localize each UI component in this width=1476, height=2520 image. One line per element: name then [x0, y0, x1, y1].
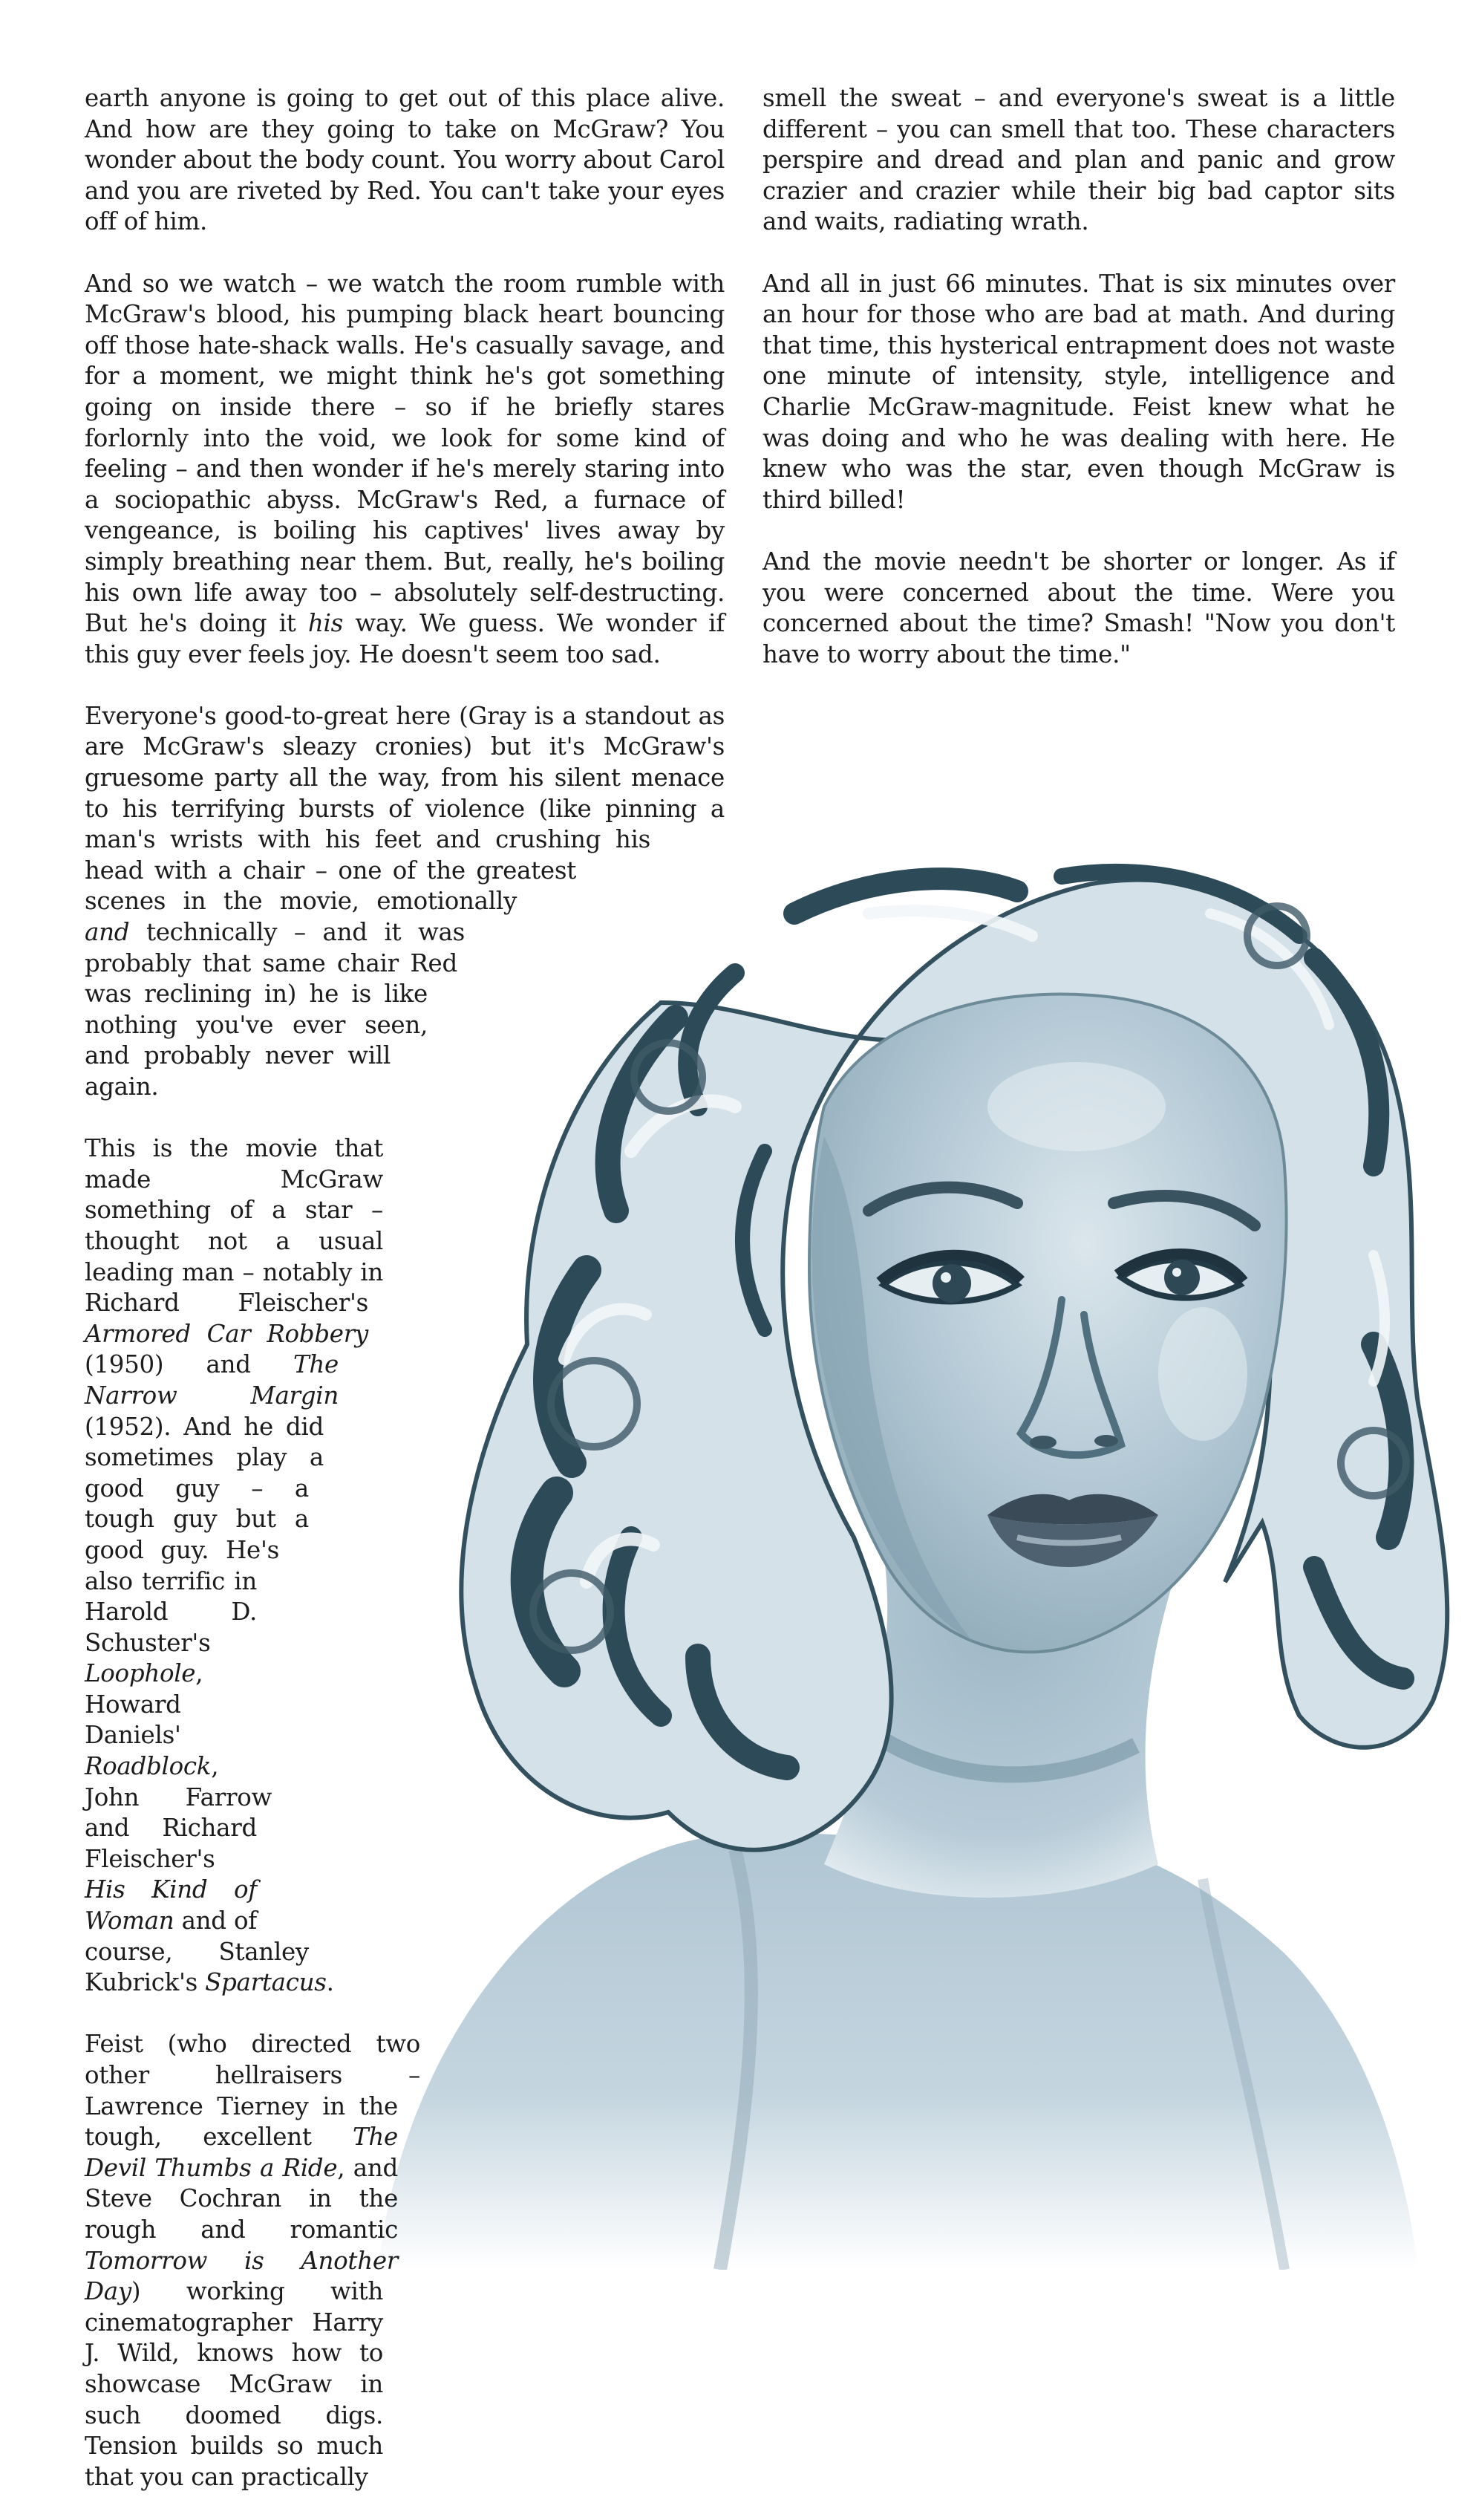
left-column-text: [85, 83, 725, 2493]
right-paragraph-1: smell the sweat – and everyone's sweat is a little different – you can smell that too. These characters perspire and dread and plan and panic and grow crazier and crazier while their big bad captor sits and waits, radiating wrath.: [763, 84, 1395, 236]
left-paragraph-1: earth anyone is going to get out of this place alive. And how are they going to take on McGraw? You wonder about the body count. You worry about Carol and you are riveted by Red. You can't take your eyes off of him.: [85, 84, 725, 236]
left-eye: [880, 1255, 1021, 1303]
left-paragraph-4: This is the movie that made McGraw something of a star – thought not a usual leading man – notably in Richard Fleischer's Armored Car Robbery (1950) and The Narrow Margin (1952). And he did sometimes play a good guy – a tough guy but a good guy. He's also terrific in Harold D. Schuster's Loophole, Howard Daniels' Roadblock, John Farrow and Richard Fleischer's His Kind of Woman and of course, Stanley Kubrick's Spartacus.: [85, 1134, 383, 1997]
right-paragraph-2: And all in just 66 minutes. That is six minutes over an hour for those who are bad at math. And during that time, this hysterical entrapment does not waste one minute of intensity, style, intelligence and Charlie McGraw-magnitude. Feist knew what he was doing and who he was dealing with here. He knew who was the star, even though McGraw is third billed!: [763, 269, 1395, 514]
right-paragraph-3: And the movie needn't be shorter or longer. As if you were concerned about the time. Were you concerned about the time? Smash! "Now you don't have to worry about the time.": [763, 547, 1395, 668]
left-paragraph-3: Everyone's good-to-great here (Gray is a standout as are McGraw's sleazy cronies) but it's McGraw's gruesome party all the way, from his silent menace to his terrifying bursts of violence (like pinning a man's wrists with his feet and crushing his head with a chair – one of the greatest scenes in the movie, emotionally and technically – and it was probably that same chair Red was reclining in) he is like nothing you've ever seen, and probably never will again.: [85, 701, 725, 1101]
right-column: [763, 83, 1395, 670]
left-paragraph-5: Feist (who directed two other hellraisers – Lawrence Tierney in the tough, excellent The Devil Thumbs a Ride, and Steve Cochran in the rough and romantic Tomorrow is Another Day) working with cinematographer Harry J. Wild, knows how to showcase McGraw in such doomed digs. Tension builds so much that you can practically: [85, 2030, 420, 2491]
left-column: [85, 83, 725, 2520]
left-paragraph-2: And so we watch – we watch the room rumble with McGraw's blood, his pumping black heart bouncing off those hate-shack walls. He's casually savage, and for a moment, we might think he's got something going on inside there – so if he briefly stares forlornly into the void, we look for some kind of feeling – and then wonder if he's merely staring into a sociopathic abyss. McGraw's Red, a furnace of vengeance, is boiling his captives' lives away by simply breathing near them. But, really, he's boiling his own life away too – absolutely self-destructing. But he's doing it his way. We guess. We wonder if this guy ever feels joy. He doesn't seem too sad.: [85, 269, 725, 668]
